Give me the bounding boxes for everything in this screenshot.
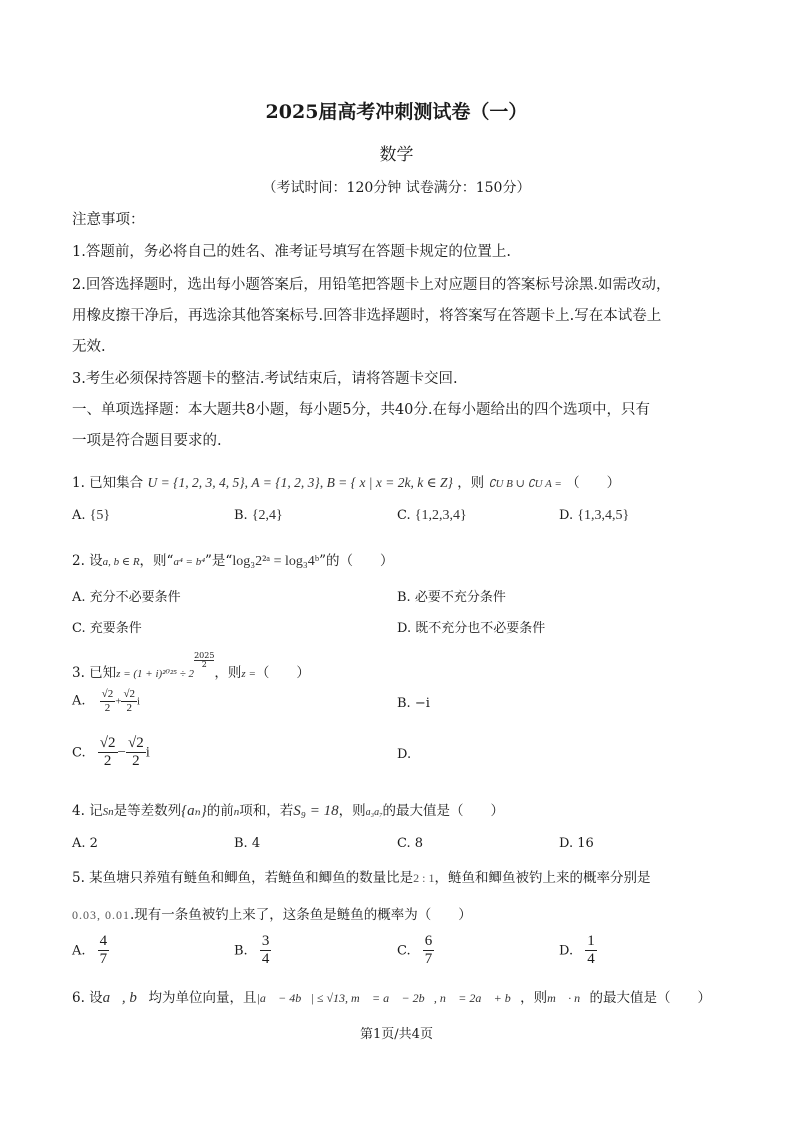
q5-option-b: B. $\frac{3}{4}$ xyxy=(234,933,270,968)
q5-option-a: A. $\frac{4}{7}$ xyxy=(72,933,108,968)
note-1: 1.答题前，务必将自己的姓名、准考证号填写在答题卡规定的位置上. xyxy=(72,244,511,260)
section-1-line-1: 一、单项选择题：本大题共8小题，每小题5分，共40分.在每小题给出的四个选项中，只有 xyxy=(72,402,651,418)
q2-vars: a, b ∈ R xyxy=(102,556,140,568)
q1-blank: （ ） xyxy=(566,475,621,491)
q1-expression: ∁U B ∪ ∁U A = xyxy=(488,478,562,490)
page-footer: 第1页/共4页 xyxy=(360,1027,433,1042)
q1-prefix: 1. 已知集合 xyxy=(72,475,144,491)
q1-tail: ，则 xyxy=(457,475,485,491)
q3-option-b: B. −i xyxy=(397,696,430,711)
exam-title: 2025届高考冲刺测试卷（一） xyxy=(265,101,528,123)
q4-option-b: B. 4 xyxy=(234,836,261,851)
q4-option-a: A. 2 xyxy=(72,836,98,851)
section-1-line-2: 一项是符合题目要求的. xyxy=(72,433,222,449)
q1-option-b: B. {2,4} xyxy=(234,508,283,523)
question-5-line-1: 5. 某鱼塘只养殖有鲢鱼和鲫鱼，若鲢鱼和鲫鱼的数量比是2 : 1，鲢鱼和鲫鱼被钓上来的概率分别是 xyxy=(72,870,651,886)
q1-option-c: C. {1,2,3,4} xyxy=(397,508,467,523)
q3-option-a: A. $\frac{√2}{2}$ + $\frac{√2}{2}$ i xyxy=(72,688,141,714)
q2-option-d: D. 既不充分也不必要条件 xyxy=(397,621,546,636)
exam-info: （考试时间：120分钟 试卷满分：150分） xyxy=(262,180,531,196)
q2-option-a: A. 充分不必要条件 xyxy=(72,590,181,605)
q3-expression: z = (1 + i)²⁰²⁵ ÷ 2 xyxy=(116,668,195,680)
q1-set-a: A = {1, 2, 3} xyxy=(251,475,320,490)
q3-option-c: C. $\frac{√2}{2}$ − $\frac{√2}{2}$ i xyxy=(72,735,150,770)
q1-option-d: D. {1,3,4,5} xyxy=(559,508,630,523)
note-2-line-3: 无效. xyxy=(72,339,106,355)
q1-set-u: U = {1, 2, 3, 4, 5} xyxy=(147,475,245,490)
q4-option-c: C. 8 xyxy=(397,836,424,851)
q1-set-b: B = { x | x = 2k, k ∈ Z} xyxy=(326,475,453,490)
question-6: 6. 设a⃗, b⃗均为单位向量，且|a⃗ − 4b⃗| ≤ √13, m⃗ = a⃗ − 2b⃗, n⃗ = 2a⃗ + b⃗，则m⃗ · n⃗的最大值是（ ） xyxy=(72,990,711,1006)
q2-condition-2: log₃2²ᵃ = log₃4ᵇ xyxy=(232,554,320,569)
subject-title: 数学 xyxy=(379,145,414,165)
question-5-line-2: 0.03, 0.01.现有一条鱼被钓上来了，这条鱼是鲢鱼的概率为（ ） xyxy=(72,907,472,923)
q3-exponent: $\frac{2025}{2}$ xyxy=(194,651,215,669)
question-1: 1. 已知集合 U = {1, 2, 3, 4, 5}, A = {1, 2, 3}, B = { x | x = 2k, k ∈ Z} ，则 ∁U B ∪ ∁U A = （ ） xyxy=(72,475,621,491)
q2-option-c: C. 充要条件 xyxy=(72,621,142,636)
q1-option-a: A. {5} xyxy=(72,508,111,523)
question-2: 2. 设a, b ∈ R，则“a⁴ = b⁴”是“log₃2²ᵃ = log₃4ᵇ”的（ ） xyxy=(72,553,394,569)
note-2-line-2: 用橡皮擦干净后，再选涂其他答案标号.回答非选择题时，将答案写在答题卡上.写在本试卷上 xyxy=(72,308,662,324)
q3-option-d: D. xyxy=(397,747,412,762)
q5-option-c: C. $\frac{6}{7}$ xyxy=(397,933,433,968)
notes-heading: 注意事项： xyxy=(72,212,145,228)
question-4: 4. 记Sn是等差数列{aₙ}的前n项和，若S₉ = 18，则a₃a₇的最大值是（ ） xyxy=(72,803,505,819)
q5-option-d: D. $\frac{1}{4}$ xyxy=(559,933,595,968)
q2-option-b: B. 必要不充分条件 xyxy=(397,590,506,605)
q2-condition-1: a⁴ = b⁴ xyxy=(173,556,206,568)
q4-option-d: D. 16 xyxy=(559,836,594,851)
question-3: 3. 已知z = (1 + i)²⁰²⁵ ÷ 2 $\frac{2025}{2}$ ，则z =（ ） xyxy=(72,651,310,681)
note-3: 3.考生必须保持答题卡的整洁.考试结束后，请将答题卡交回. xyxy=(72,371,458,387)
note-2-line-1: 2.回答选择题时，选出每小题答案后，用铅笔把答题卡上对应题目的答案标号涂黑.如需改动， xyxy=(72,277,671,293)
